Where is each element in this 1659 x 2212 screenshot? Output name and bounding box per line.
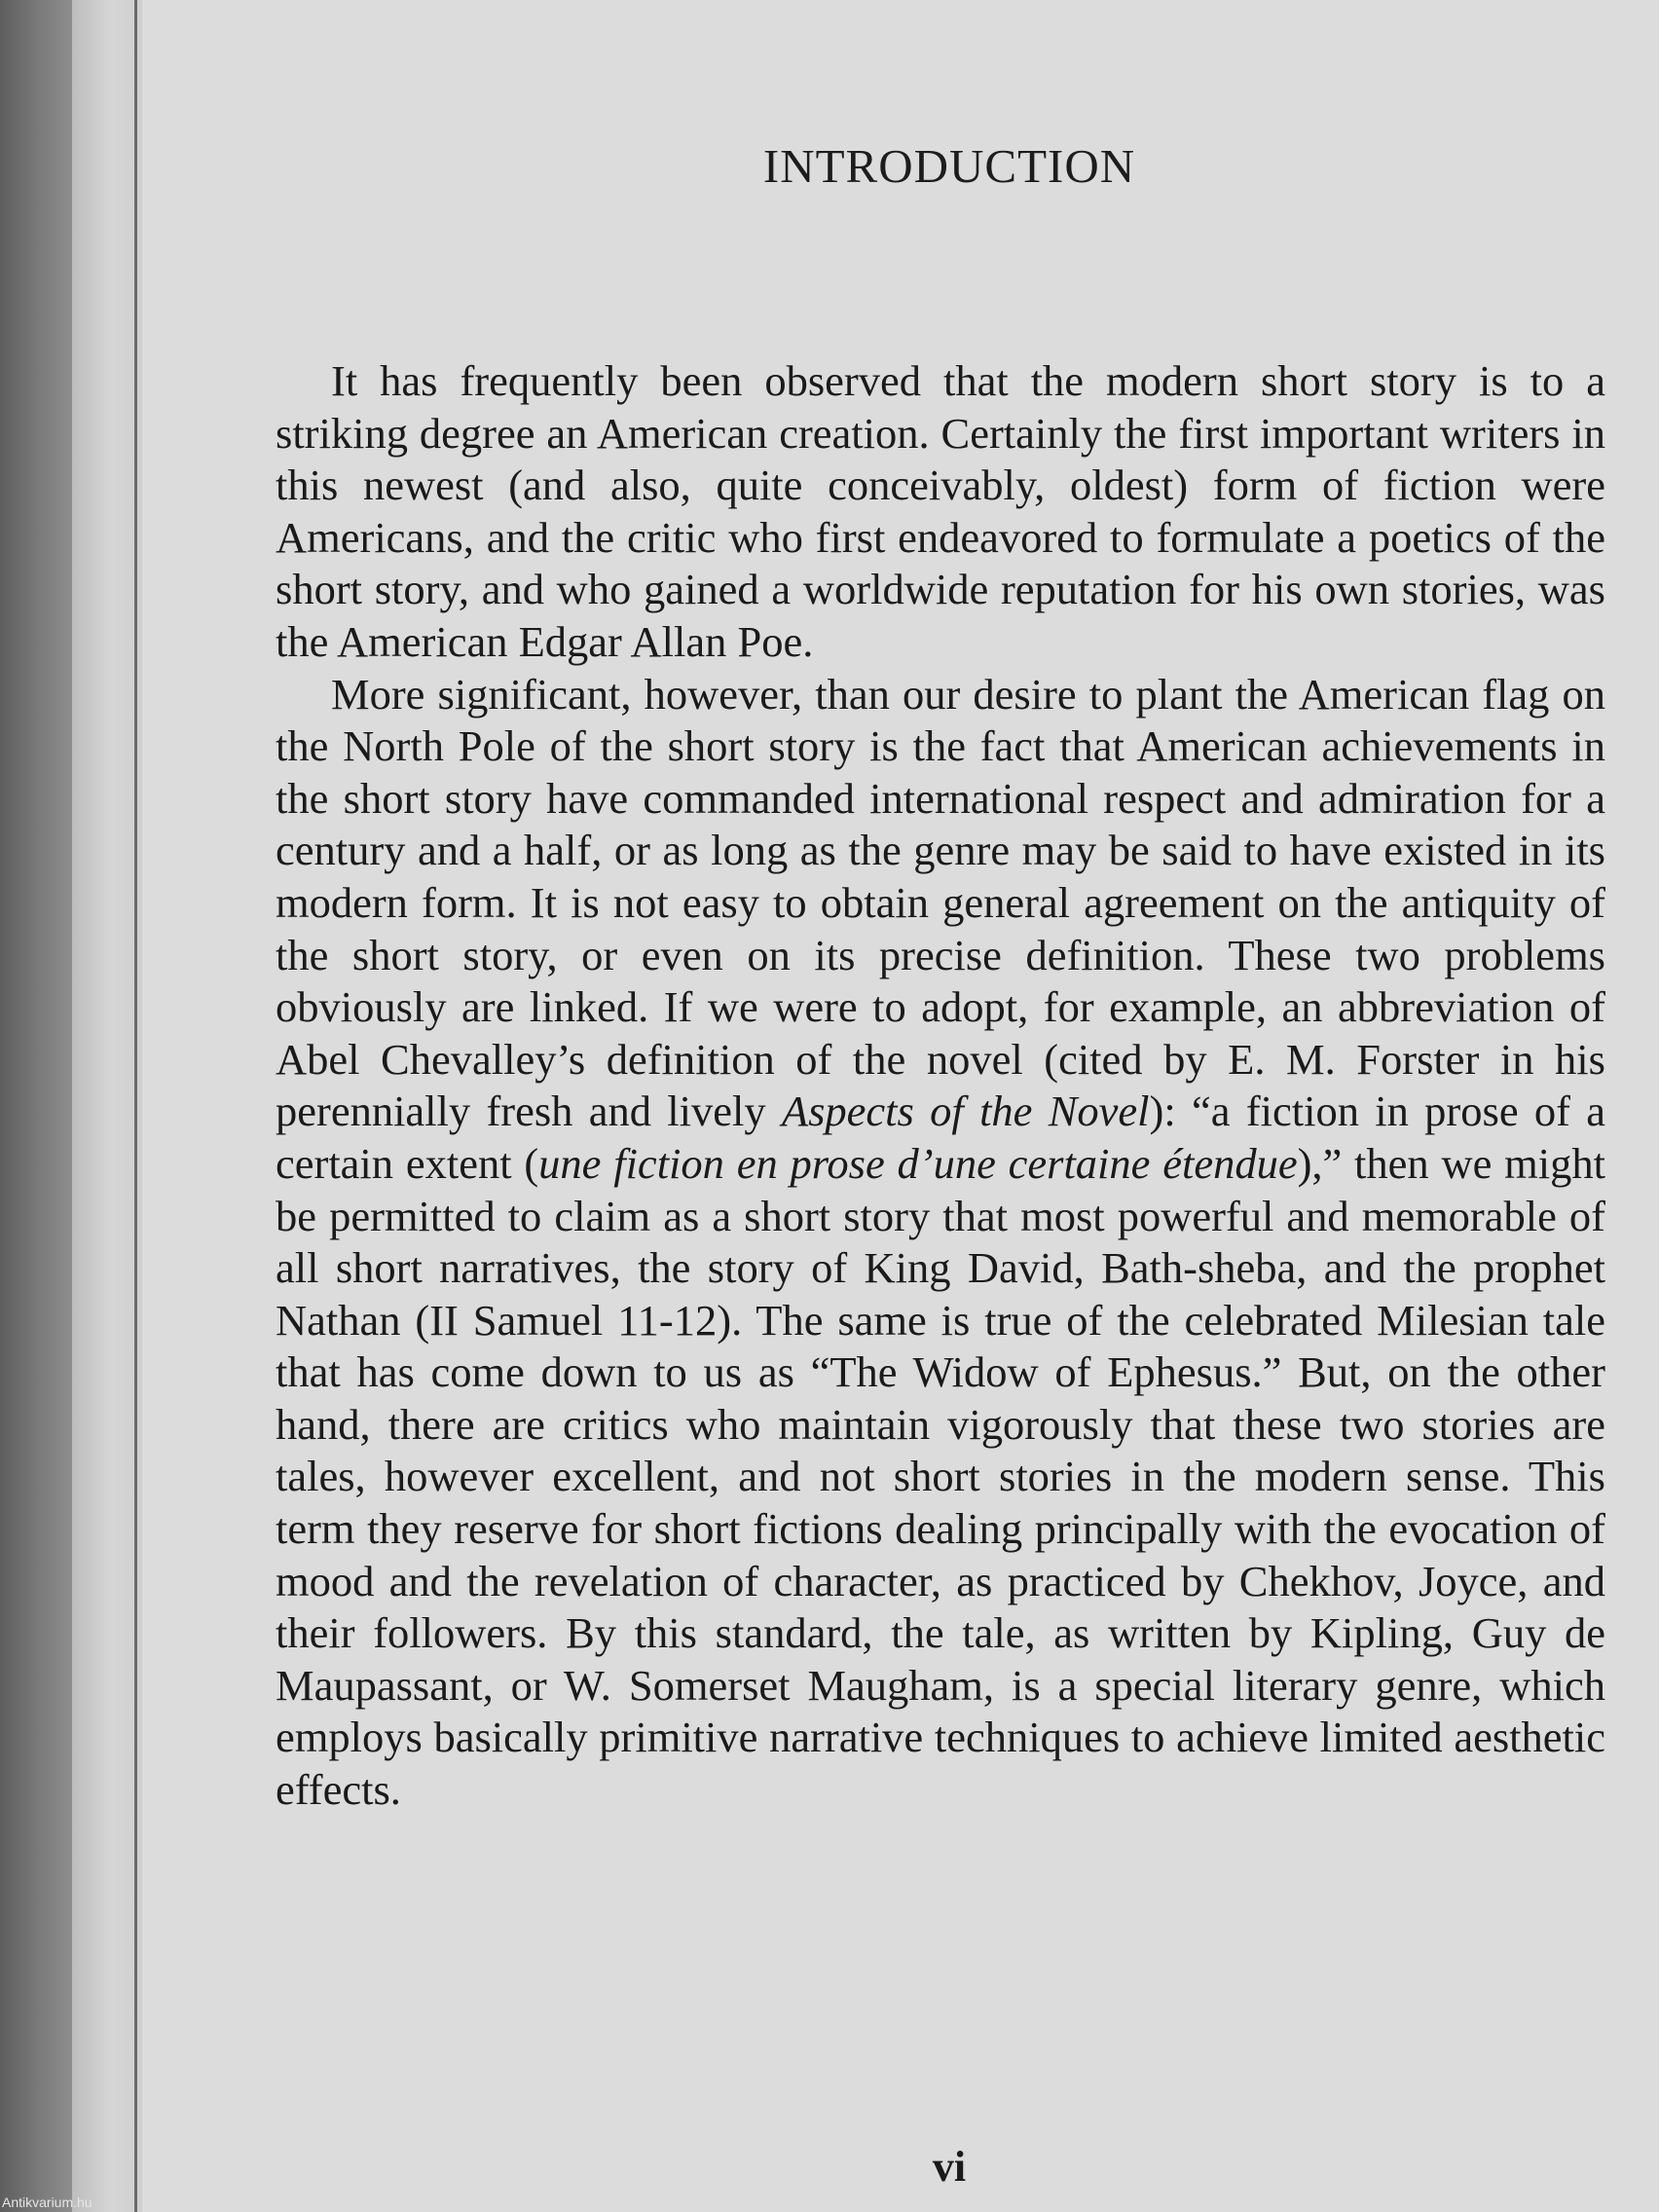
body-text (276, 355, 1605, 1817)
french-quote-italic: une fiction en prose d’une certaine étendue (538, 1138, 1298, 1188)
page-gutter (72, 0, 142, 2212)
book-spine (0, 0, 72, 2212)
book-title-italic: Aspects of the Novel (781, 1087, 1150, 1136)
paragraph-1: It has frequently been observed that the modern short story is to a striking degree an American creation. Certainly the first important writers in this newest (and also, quite conceivably, oldest) form of fiction were Americans, and the critic who first endeavored to formulate a poetics of the short story, and who gained a worldwide reputation for his own stories, was the American Edgar Allan Poe. (276, 356, 1605, 666)
watermark-text: Antikvarium.hu (2, 2194, 92, 2210)
page-number: vi (932, 2143, 967, 2191)
gutter-edge-line (134, 0, 137, 2212)
paragraph-2-part-1: More significant, however, than our desire to plant the American flag on the North Pole of the short story is the fact that American achievements in the short story have commanded international respect and admiration for a century and a half, or as long as the genre may be said to have existed in its modern form. It is not easy to obtain general agreement on the antiquity of the short story, or even on its precise definition. These two problems obviously are linked. If we were to adopt, for example, an abbreviation of Abel Chevalley’s definition of the novel (cited by E. M. Forster in his perennially fresh and lively (276, 669, 1605, 1136)
chapter-title: INTRODUCTION (762, 139, 1136, 193)
paragraph-2 (276, 669, 1605, 1817)
paragraph-2-part-3: ),” then we might be permitted to claim as a short story that most powerful and memorable of all short narratives, the story of King David, Bath-sheba, and the prophet Nathan (II Samuel 11-12). The same is true of the celebrated Milesian tale that has come down to us as “The Widow of Ephesus.” But, on the other hand, there are critics who maintain vigorously that these two stories are tales, however excellent, and not short stories in the modern sense. This term they reserve for short fictions dealing principally with the evocation of mood and the revelation of character, as practiced by Chekhov, Joyce, and their followers. By this standard, the tale, as written by Kipling, Guy de Maupassant, or W. Somerset Maugham, is a special literary genre, which employs basically primitive narrative techniques to achieve limited aesthetic effects. (276, 1138, 1605, 1815)
paragraph-2-part-2: ): “a fiction in prose of a certain extent ( (276, 1087, 1605, 1188)
